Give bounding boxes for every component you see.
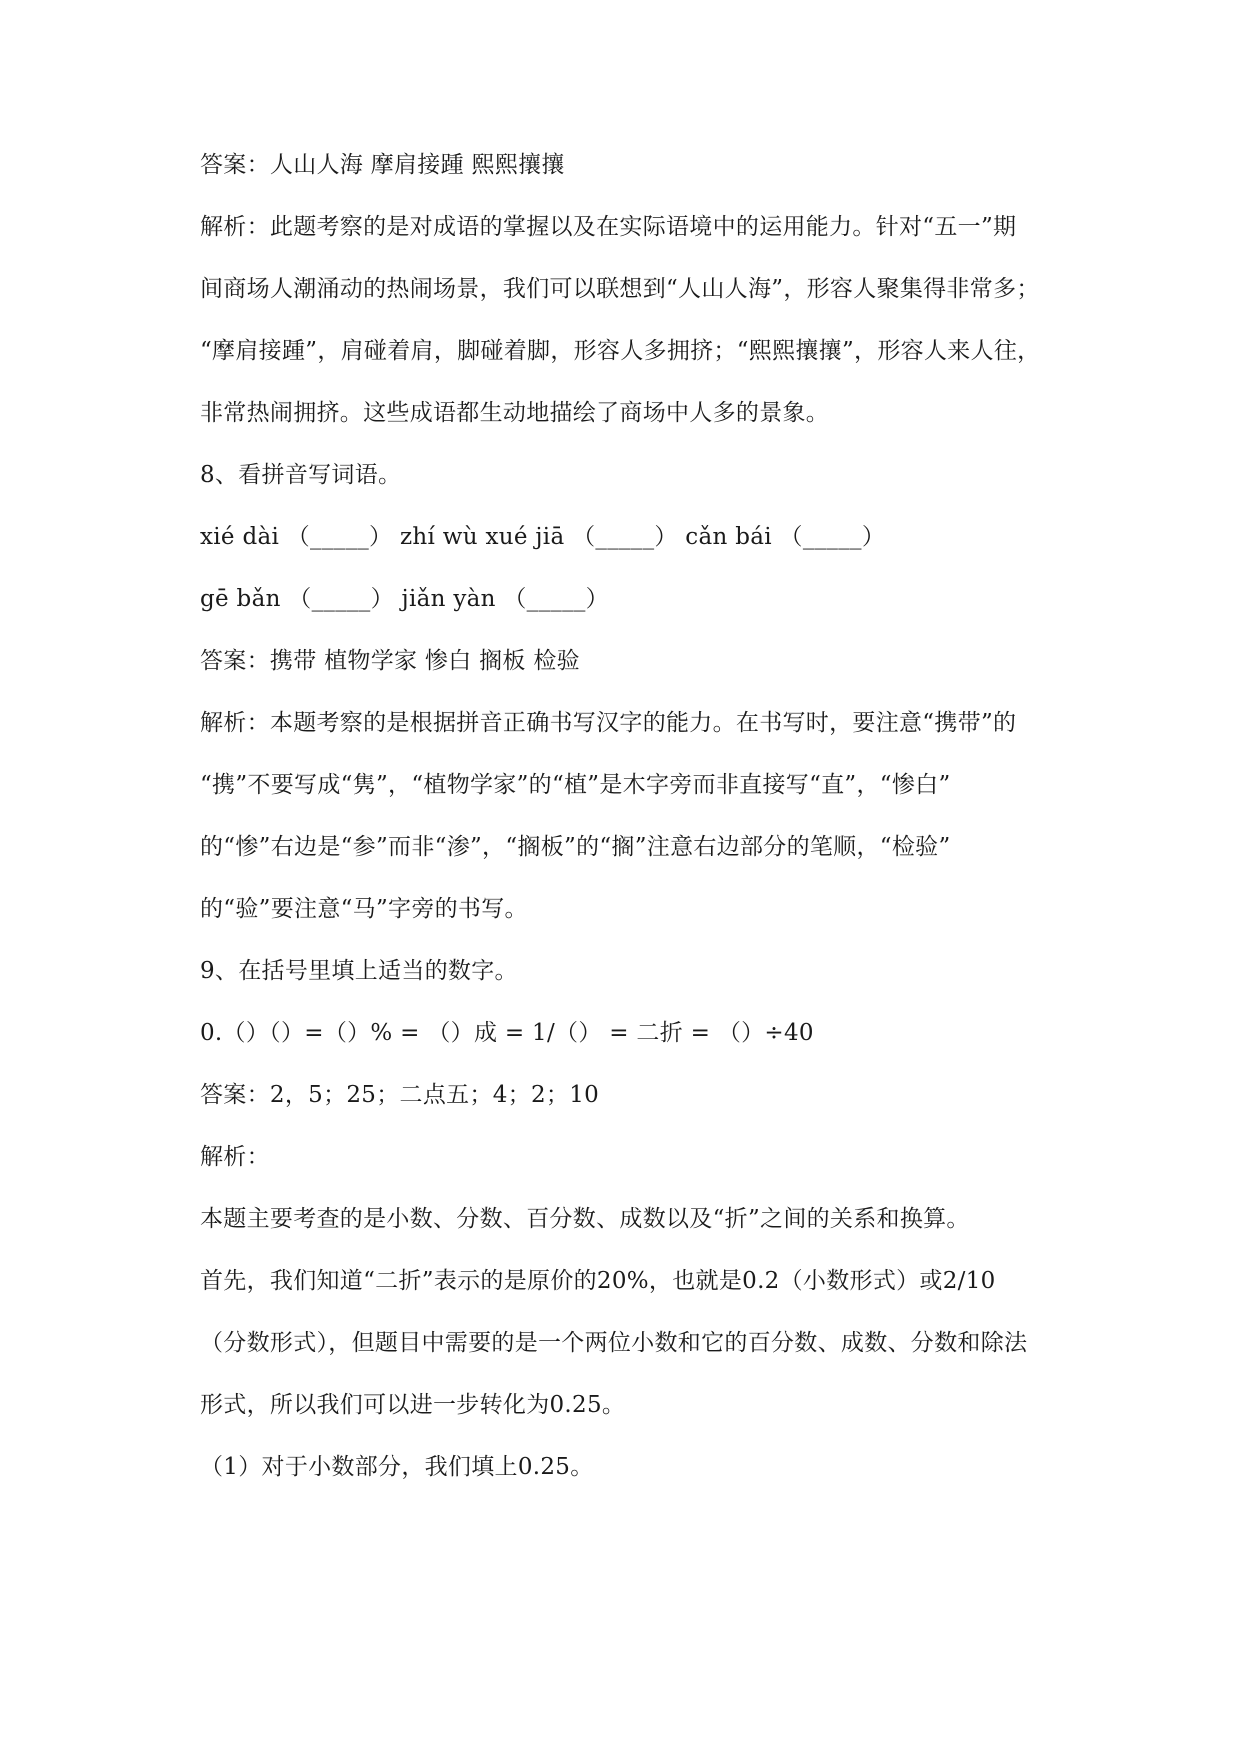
analysis-9-line-1: 本题主要考查的是小数、分数、百分数、成数以及“折”之间的关系和换算。 — [200, 1206, 970, 1232]
answer-9: 答案：2，5；25；二点五；4；2；10 — [200, 1082, 600, 1108]
analysis-9-line-4: 形式，所以我们可以进一步转化为0.25。 — [200, 1392, 626, 1418]
analysis-8-line-4: 的“验”要注意“马”字旁的书写。 — [200, 896, 528, 922]
question-9-title: 9、在括号里填上适当的数字。 — [200, 958, 518, 984]
question-8-pinyin-row-1: xié dài （_____） zhí wù xué jiā （_____） cǎn bái （_____） — [200, 524, 886, 550]
analysis-9-line-3: （分数形式），但题目中需要的是一个两位小数和它的百分数、成数、分数和除法 — [200, 1330, 1028, 1356]
analysis-7-line-2: 间商场人潮涌动的热闹场景，我们可以联想到“人山人海”，形容人聚集得非常多； — [200, 276, 1040, 302]
answer-7: 答案：人山人海 摩肩接踵 熙熙攘攘 — [200, 152, 565, 178]
analysis-7-line-1: 解析：此题考察的是对成语的掌握以及在实际语境中的运用能力。针对“五一”期 — [200, 214, 1017, 240]
analysis-9-heading: 解析： — [200, 1144, 270, 1170]
analysis-9-line-5: （1）对于小数部分，我们填上0.25。 — [200, 1454, 594, 1480]
analysis-8-line-1: 解析：本题考察的是根据拼音正确书写汉字的能力。在书写时，要注意“携带”的 — [200, 710, 1017, 736]
answer-8: 答案：携带 植物学家 惨白 搁板 检验 — [200, 648, 580, 674]
question-9-equation: 0.（）（）=（）% = （）成 = 1/（） = 二折 = （）÷40 — [200, 1020, 814, 1046]
analysis-8-line-2: “携”不要写成“隽”，“植物学家”的“植”是木字旁而非直接写“直”，“惨白” — [200, 772, 951, 798]
analysis-7-line-3: “摩肩接踵”，肩碰着肩，脚碰着脚，形容人多拥挤；“熙熙攘攘”，形容人来人往， — [200, 338, 1041, 364]
question-8-pinyin-row-2: gē bǎn （_____） jiǎn yàn （_____） — [200, 586, 609, 612]
analysis-9-line-2: 首先，我们知道“二折”表示的是原价的20%，也就是0.2（小数形式）或2/10 — [200, 1268, 996, 1294]
analysis-7-line-4: 非常热闹拥挤。这些成语都生动地描绘了商场中人多的景象。 — [200, 400, 830, 426]
analysis-8-line-3: 的“惨”右边是“参”而非“渗”，“搁板”的“搁”注意右边部分的笔顺，“检验” — [200, 834, 951, 860]
question-8-title: 8、看拼音写词语。 — [200, 462, 402, 488]
